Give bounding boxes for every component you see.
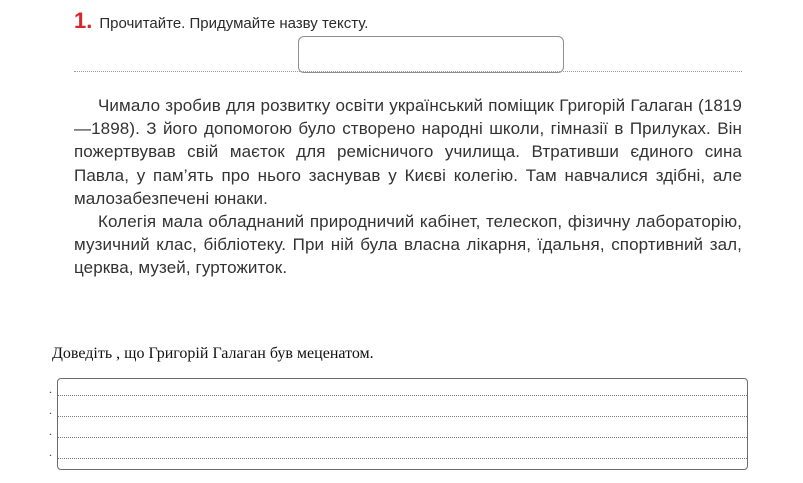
task-header: [74, 8, 368, 38]
answer-line-marker: .: [49, 382, 52, 396]
answer-line-3[interactable]: [49, 426, 747, 440]
reading-text: [74, 94, 742, 280]
answer-line-2[interactable]: [49, 405, 747, 419]
question-text: Доведіть , що Григорій Галаган був меценатом.: [52, 345, 374, 362]
answer-line-marker: .: [49, 445, 52, 459]
answer-line-marker: .: [49, 424, 52, 438]
title-input-box[interactable]: [298, 36, 564, 73]
task-instruction: Прочитайте. Придумайте назву тексту.: [99, 15, 369, 32]
answer-line-1[interactable]: [49, 384, 747, 398]
title-dotted-line: [74, 71, 742, 72]
answer-line-marker: .: [49, 403, 52, 417]
task-number: 1.: [74, 8, 93, 33]
text-paragraph-1: Чимало зробив для розвитку освіти український поміщик Григорій Галаган (1819—1898). З його допомогою було створено народні школи, гімназії в Прилуках. Він пожертвував свій маєток для ремісничого училища. Втративши єдиного сина Павла, у пам’ять про нього заснував у Києві колегію. Там навчалися здібні, але малозабезпечені юнаки.: [74, 96, 742, 208]
answer-line-4[interactable]: [49, 447, 747, 461]
text-paragraph-2: Колегія мала обладнаний природничий кабінет, телескоп, фізичну лабораторію, музичний клас, бібліотеку. При ній була власна лікарня, їдальня, спортивний зал, церква, музей, гуртожиток.: [74, 212, 742, 278]
